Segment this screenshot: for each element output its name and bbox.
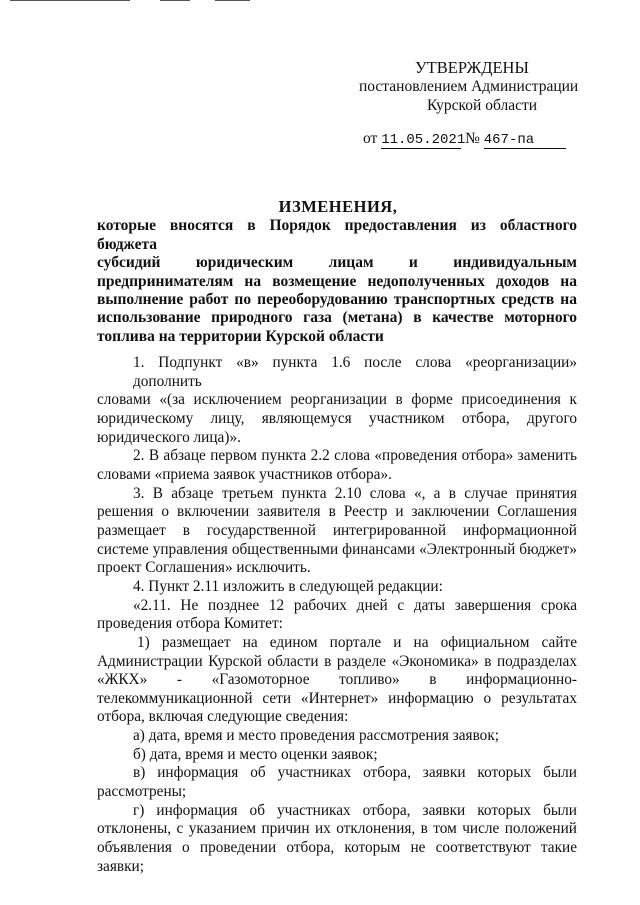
from-label: от	[363, 130, 378, 147]
body-line: Администрации Курской области в разделе «Экономика» в подразделах	[97, 652, 577, 670]
scan-artifact-line	[10, 0, 250, 2]
body-line: юридического лица)».	[97, 428, 241, 446]
body-line: 1. Подпункт «в» пункта 1.6 после слова «реорганизации» дополнить	[133, 354, 577, 390]
body-line: 4. Пункт 2.11 изложить в следующей редакции:	[133, 577, 443, 595]
number-sign: №	[465, 130, 480, 147]
body-line: б) дата, время и место оценки заявок;	[133, 745, 378, 763]
decree-number: 467-па	[484, 132, 566, 149]
body-line: системе управления общественными финансами «Электронный бюджет»	[97, 540, 577, 558]
body-line: «ЖКХ» - «Газомоторное топливо» в информационно-	[97, 671, 577, 689]
body-line: юридическому лицу, являющемуся участником отбора, другого	[97, 409, 577, 427]
body-line: размещает в государственной интегрированной информационной	[97, 521, 577, 539]
approval-title: УТВЕРЖДЕНЫ	[415, 58, 529, 77]
body-line: 2. В абзаце первом пункта 2.2 слова «проведения отбора» заменить	[133, 447, 577, 465]
approval-region: Курской области	[427, 97, 538, 114]
body-line: 1) размещает на едином портале и на официальном сайте	[137, 633, 577, 651]
decree-date: 11.05.2021	[381, 132, 466, 148]
body-line: проект Соглашения» исключить.	[97, 559, 311, 577]
body-line: «2.11. Не позднее 12 рабочих дней с даты завершения срока	[133, 596, 577, 614]
body-line: отклонены, с указанием причин их отклонения, в том числе положений	[97, 820, 577, 838]
body-line: 3. В абзаце третьем пункта 2.10 слова «, а в случае принятия	[133, 484, 577, 502]
body-line: словами «приема заявок участников отбора».	[97, 465, 392, 483]
body-line: рассмотрены;	[97, 783, 187, 801]
body-line: словами «(за исключением реорганизации в форме присоединения к	[97, 391, 577, 409]
approval-block	[345, 58, 605, 115]
heading-line: которые вносятся в Порядок предоставления из областного бюджета	[97, 217, 577, 253]
body-line: отбора, включая следующие сведения:	[97, 708, 349, 726]
heading-line: предпринимателям на возмещение недополученных доходов на	[97, 272, 577, 290]
heading-line: топлива на территории Курской области	[97, 327, 384, 345]
body-line: в) информация об участниках отбора, заявки которых были	[133, 764, 577, 782]
document-body	[97, 354, 577, 876]
body-line: а) дата, время и место проведения рассмотрения заявок;	[133, 727, 500, 745]
decree-date-number	[363, 130, 566, 149]
document-heading	[97, 198, 577, 346]
body-line: решения о включении заявителя в Реестр и заключении Соглашения	[97, 503, 577, 521]
body-line: проведения отбора Комитет:	[97, 615, 283, 633]
body-line: г) информация об участниках отбора, заявки которых были	[133, 801, 577, 819]
body-line: заявки;	[97, 857, 144, 875]
heading-line: субсидий юридическим лицам и индивидуальным	[97, 254, 577, 272]
approval-issuer: постановлением Администрации	[359, 78, 579, 95]
body-line: телекоммуникационной сети «Интернет» информацию о результатах	[97, 689, 577, 707]
body-line: объявления о проведении отбора, которым не соответствуют такие	[97, 839, 577, 857]
heading-title: ИЗМЕНЕНИЯ,	[278, 197, 398, 216]
heading-line: выполнение работ по переоборудованию транспортных средств на	[97, 291, 577, 309]
heading-line: использование природного газа (метана) в качестве моторного	[97, 309, 577, 327]
